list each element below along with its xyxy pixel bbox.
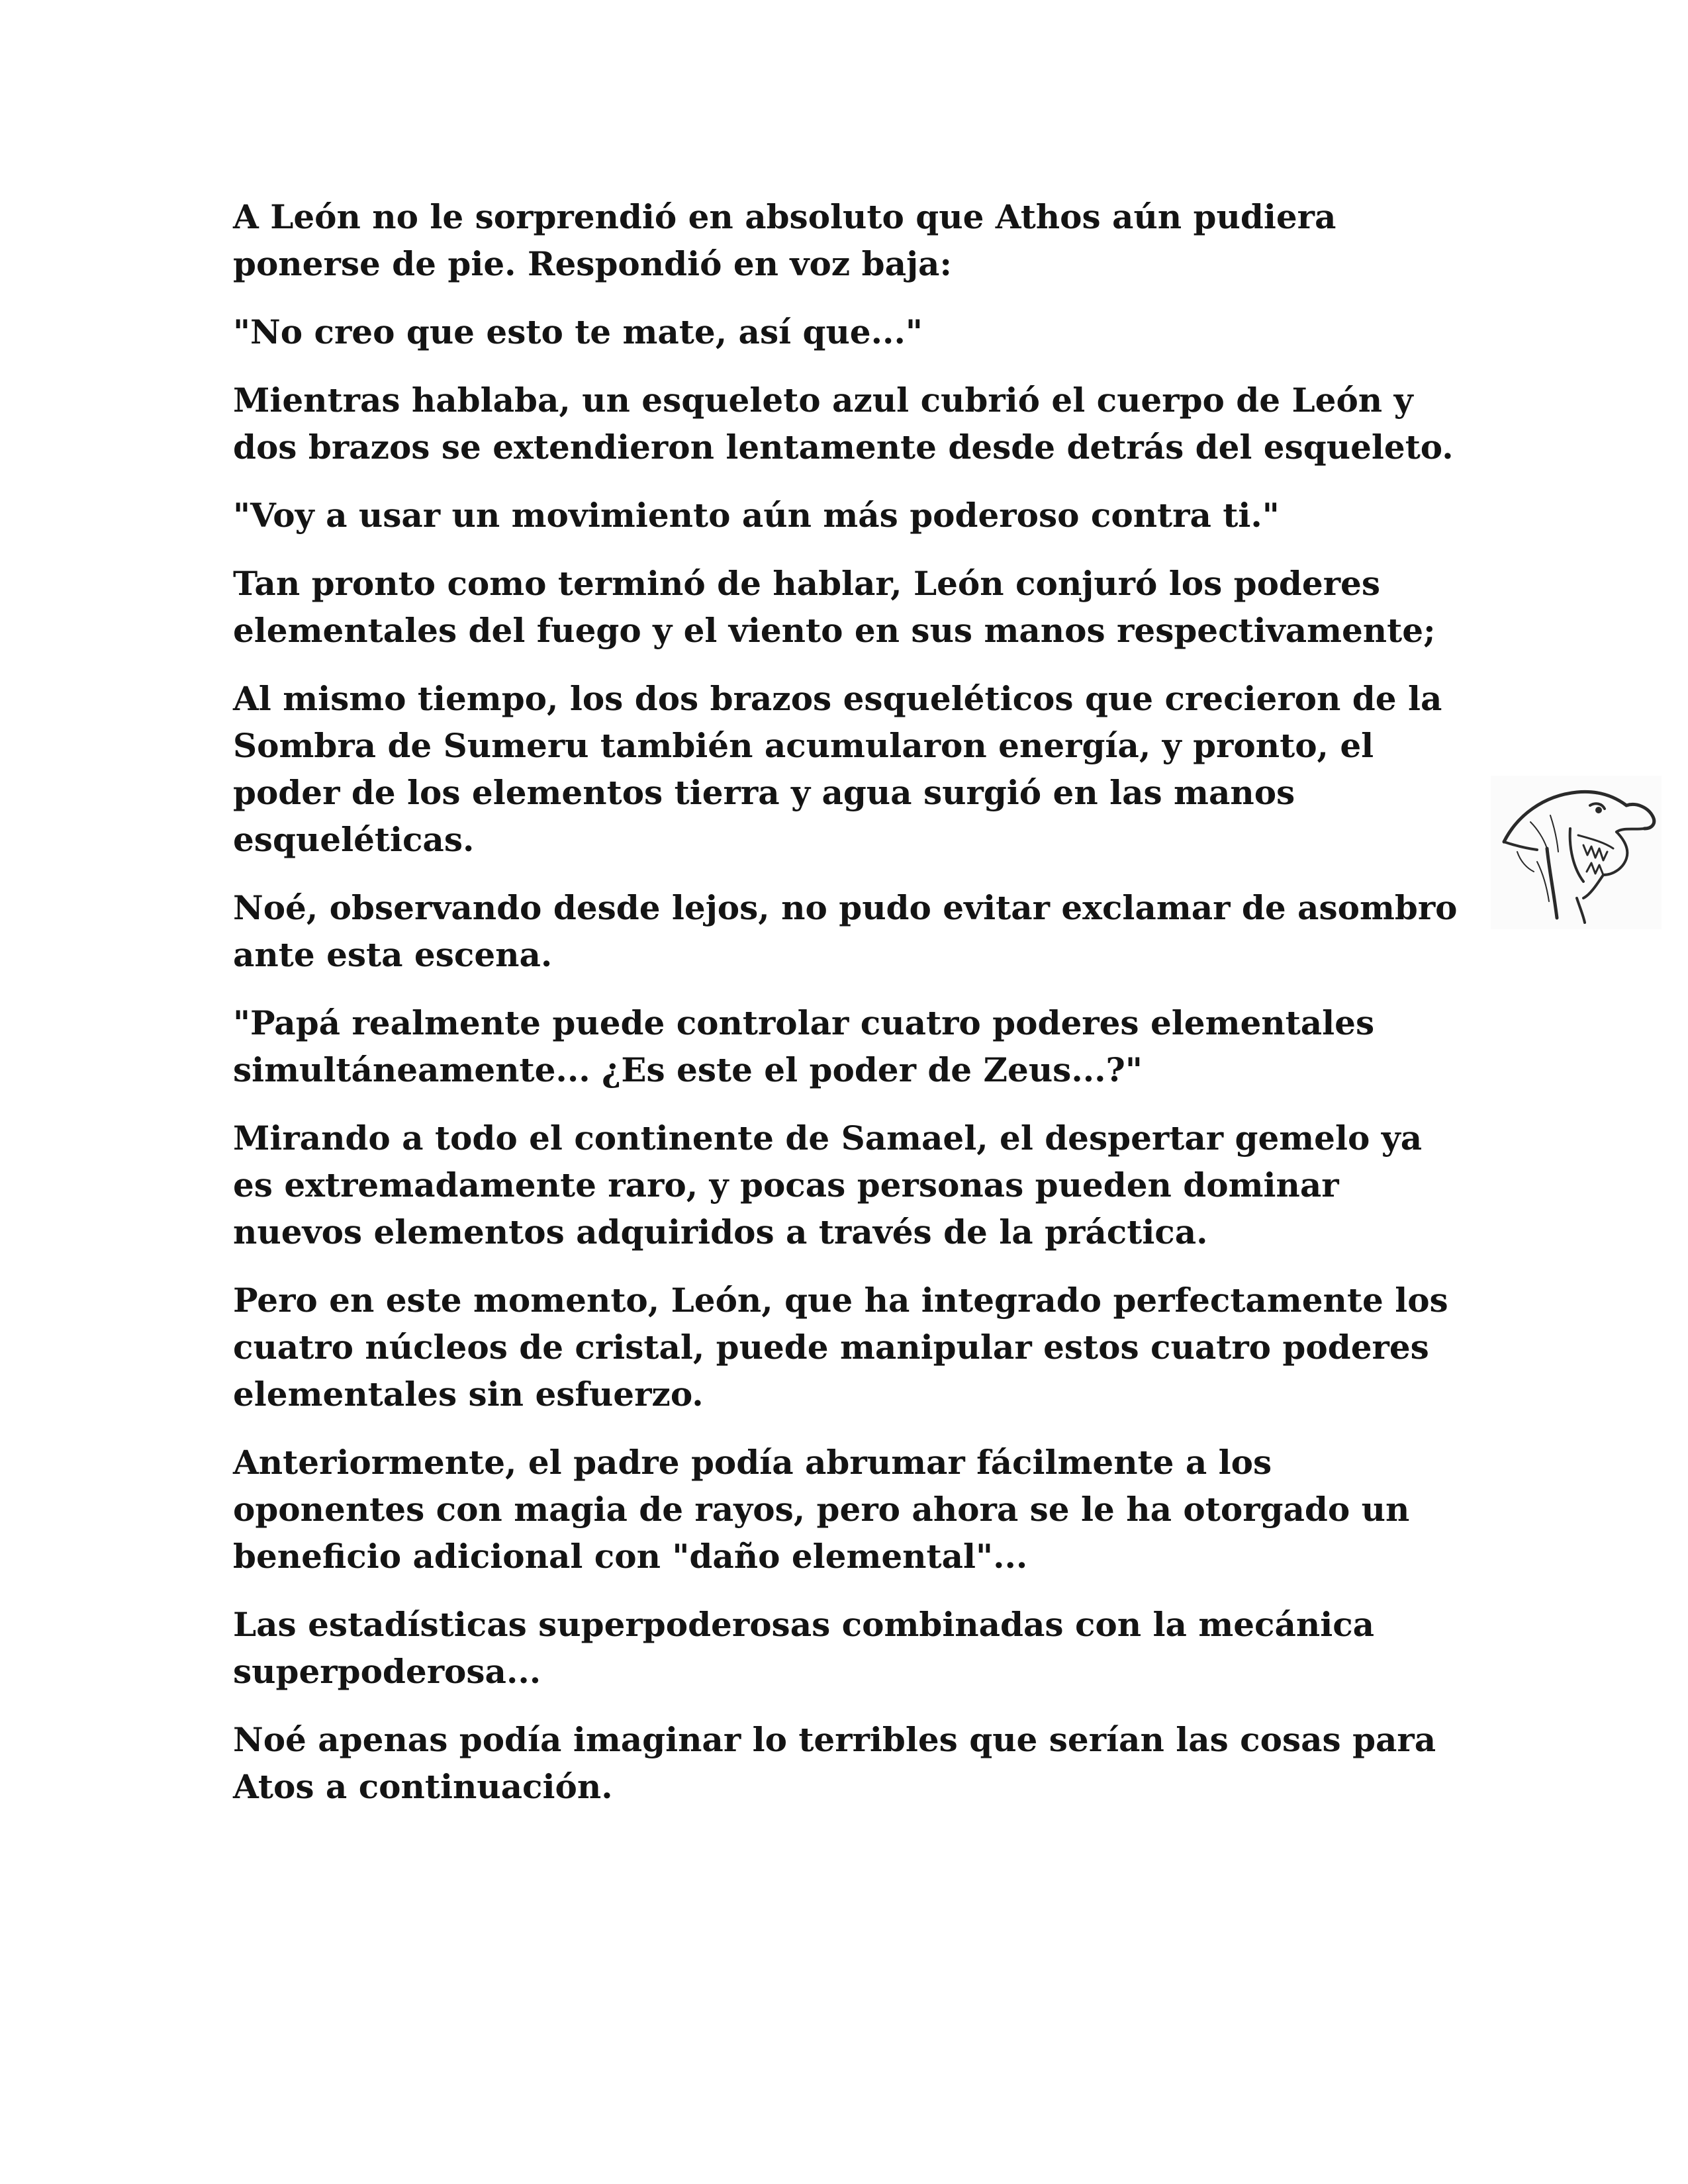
dinosaur-head-sketch-icon (1491, 776, 1662, 929)
paragraph-11: Anteriormente, el padre podía abrumar fácilmente a los oponentes con magia de rayos, pero ahora se le ha otorgado un beneficio adicional con "daño elemental"... (233, 1443, 1410, 1576)
paragraph-5: Tan pronto como terminó de hablar, León conjuró los poderes elementales del fuego y el viento en sus manos respectivamente; (233, 564, 1436, 650)
paragraph-7: Noé, observando desde lejos, no pudo evitar exclamar de asombro ante esta escena. (233, 888, 1458, 974)
paragraph-3: Mientras hablaba, un esqueleto azul cubrió el cuerpo de León y dos brazos se extendieron lentamente desde detrás del esqueleto. (233, 381, 1454, 467)
paragraph-10: Pero en este momento, León, que ha integrado perfectamente los cuatro núcleos de cristal, puede manipular estos cuatro poderes elementales sin esfuerzo. (233, 1281, 1448, 1414)
paragraph-9: Mirando a todo el continente de Samael, el despertar gemelo ya es extremadamente raro, y pocas personas pueden dominar nuevos elementos adquiridos a través de la práctica. (233, 1118, 1423, 1251)
paragraph-13: Noé apenas podía imaginar lo terribles que serían las cosas para Atos a continuación. (233, 1720, 1436, 1806)
story-text (233, 193, 1458, 1831)
paragraph-2: "No creo que esto te mate, así que..." (233, 312, 923, 351)
paragraph-8: "Papá realmente puede controlar cuatro poderes elementales simultáneamente... ¿Es este el poder de Zeus...?" (233, 1003, 1375, 1089)
paragraph-6: Al mismo tiempo, los dos brazos esqueléticos que crecieron de la Sombra de Sumeru también acumularon energía, y pronto, el poder de los elementos tierra y agua surgió en las manos esqueléticas. (233, 679, 1442, 859)
paragraph-1: A León no le sorprendió en absoluto que Athos aún pudiera ponerse de pie. Respondió en voz baja: (233, 197, 1336, 283)
paragraph-12: Las estadísticas superpoderosas combinadas con la mecánica superpoderosa... (233, 1605, 1375, 1691)
paragraph-4: "Voy a usar un movimiento aún más poderoso contra ti." (233, 496, 1280, 535)
